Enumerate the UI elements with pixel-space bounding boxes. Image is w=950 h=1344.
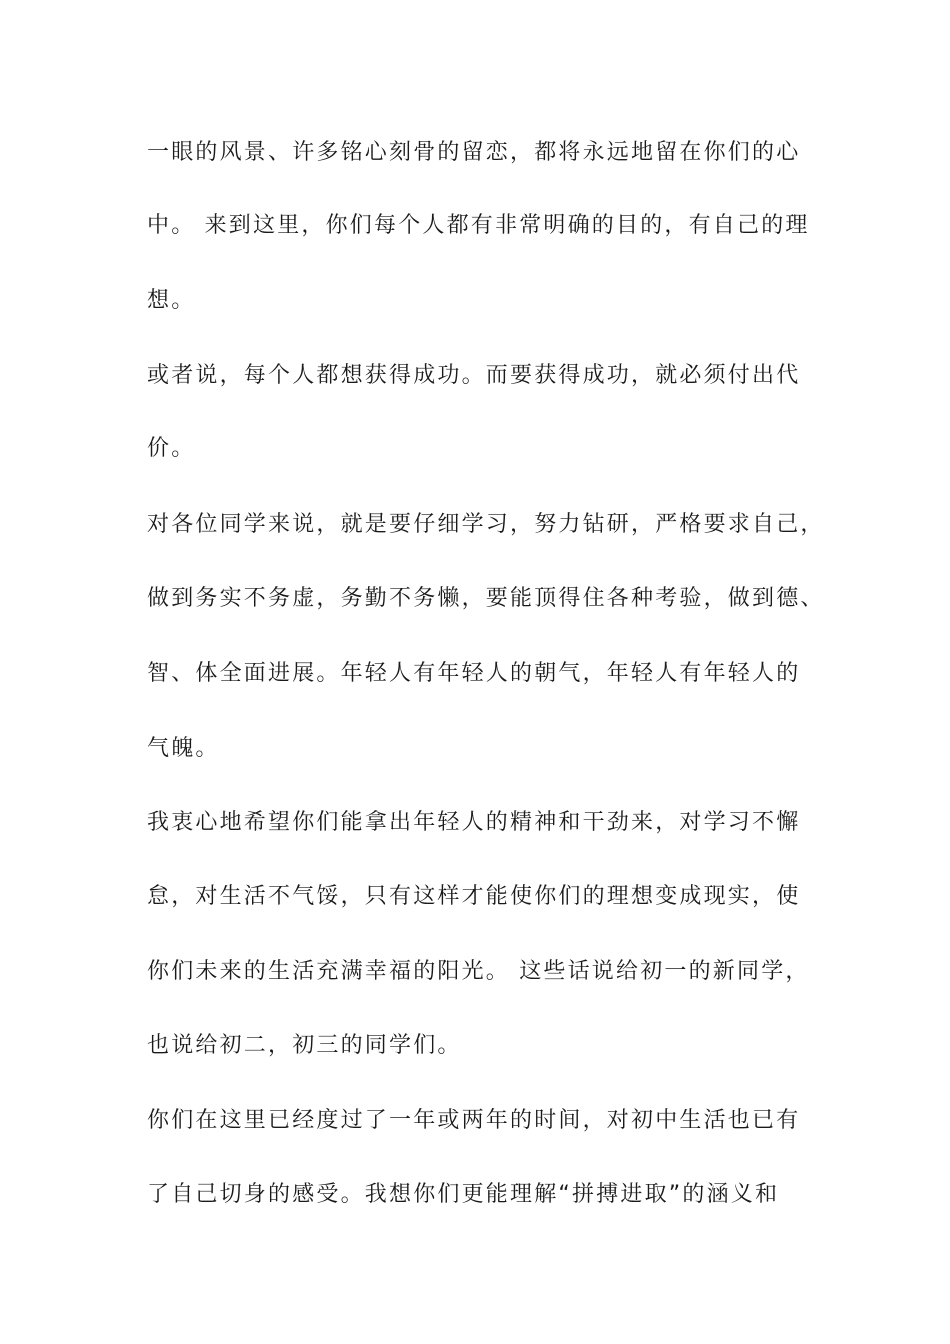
text-line: 气魄。	[147, 736, 220, 761]
text-line: 你们未来的生活充满幸福的阳光。 这些话说给初一的新同学，	[147, 959, 810, 984]
text-line: 一眼的风景、许多铭心刻骨的留恋，都将永远地留在你们的心	[147, 140, 801, 165]
text-line: 做到务实不务虚，务勤不务懒，要能顶得住各种考验，做到德、	[147, 586, 825, 611]
text-line: 也说给初二，初三的同学们。	[147, 1033, 462, 1058]
text-line: 怠，对生活不气馁，只有这样才能使你们的理想变成现实，使	[147, 884, 801, 909]
text-line: 我衷心地希望你们能拿出年轻人的精神和干劲来，对学习不懈	[147, 810, 801, 835]
text-line: 了自己切身的感受。我想你们更能理解“拼搏进取”的涵义和	[147, 1182, 780, 1207]
text-line: 价。	[147, 436, 196, 461]
text-line: 智、体全面进展。年轻人有年轻人的朝气，年轻人有年轻人的	[147, 661, 801, 686]
text-line: 想。	[147, 288, 196, 313]
text-line: 你们在这里已经度过了一年或两年的时间，对初中生活也已有	[147, 1108, 801, 1133]
text-line: 或者说，每个人都想获得成功。而要获得成功，就必须付出代	[147, 363, 801, 388]
text-line: 中。 来到这里，你们每个人都有非常明确的目的，有自己的理	[147, 213, 810, 238]
text-line: 对各位同学来说，就是要仔细学习，努力钻研，严格要求自己，	[147, 512, 825, 537]
